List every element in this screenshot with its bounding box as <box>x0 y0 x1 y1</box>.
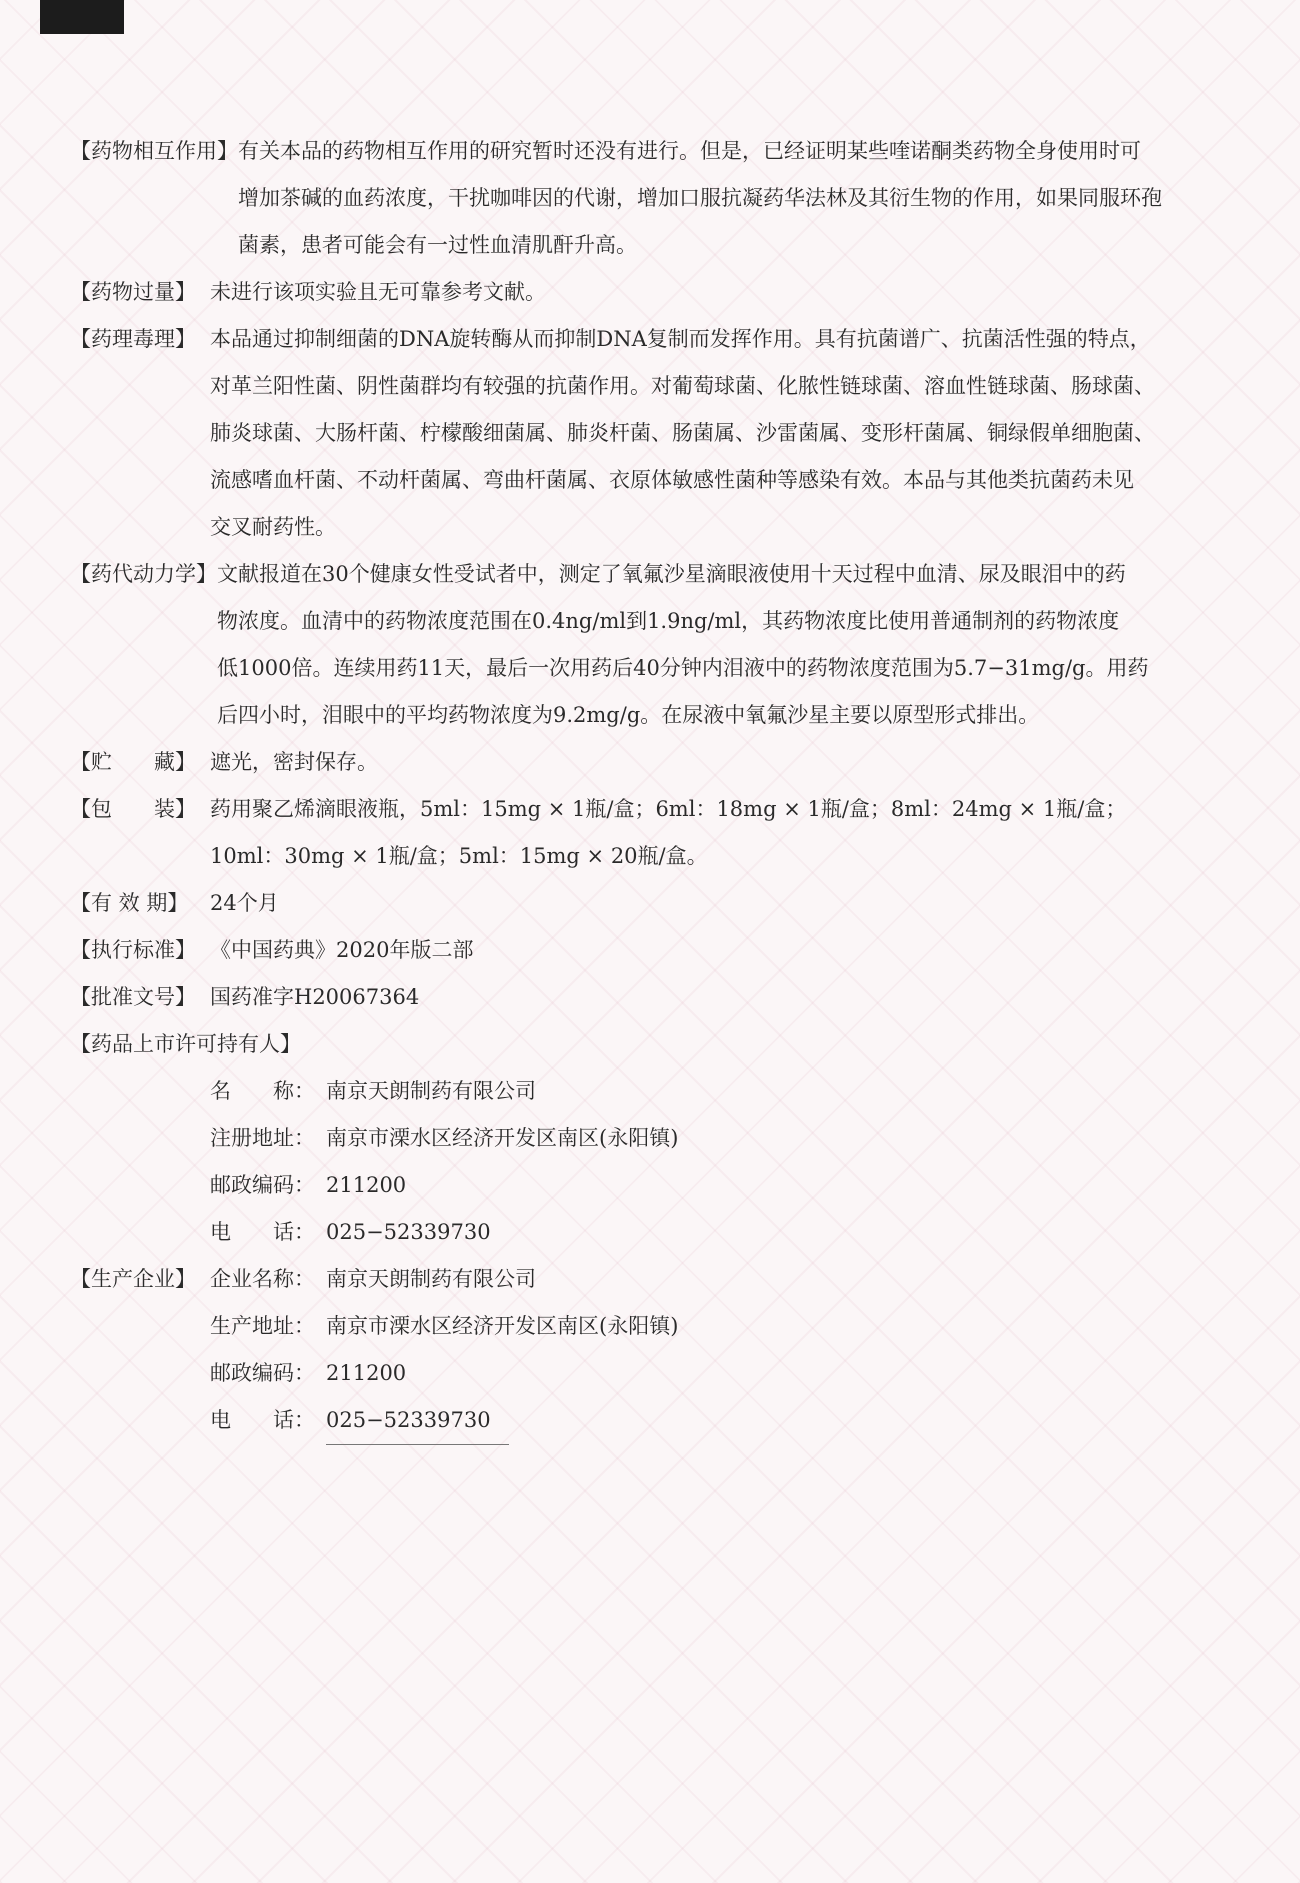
section-line: 国药准字H20067364 <box>210 985 420 1009</box>
section-label: 【包 装】 <box>70 797 196 821</box>
section-line: 24个月 <box>210 891 279 915</box>
section-drug-interactions <box>70 128 1250 269</box>
manufacturer-field-phone <box>210 1397 1250 1445</box>
section-line: 菌素，患者可能会有一过性血清肌酐升高。 <box>238 233 637 257</box>
field-label: 邮政编码： <box>210 1361 315 1385</box>
section-approval-number <box>70 974 1250 1021</box>
section-line: 流感嗜血杆菌、不动杆菌属、弯曲杆菌属、衣原体敏感性菌种等感染有效。本品与其他类抗菌药未见 <box>210 468 1134 492</box>
section-label: 【药物过量】 <box>70 280 196 304</box>
field-value: 025−52339730 <box>326 1397 509 1445</box>
manufacturer-field-postcode <box>210 1350 1250 1397</box>
field-label: 企业名称： <box>210 1267 315 1291</box>
section-label: 【贮 藏】 <box>70 750 196 774</box>
section-line: 遮光，密封保存。 <box>210 750 378 774</box>
holder-field-name <box>70 1068 1250 1115</box>
section-packaging <box>70 786 1250 880</box>
field-value: 南京市溧水区经济开发区南区(永阳镇) <box>326 1314 679 1338</box>
holder-field-phone <box>70 1209 1250 1256</box>
field-value: 南京市溧水区经济开发区南区(永阳镇) <box>326 1126 679 1150</box>
section-line: 药用聚乙烯滴眼液瓶，5ml：15mg × 1瓶/盒；6ml：18mg × 1瓶/盒；8ml：24mg × 1瓶/盒； <box>210 797 1127 821</box>
section-line: 本品通过抑制细菌的DNA旋转酶从而抑制DNA复制而发挥作用。具有抗菌谱广、抗菌活性强的特点， <box>210 327 1151 351</box>
field-value: 025−52339730 <box>326 1220 491 1244</box>
section-label: 【药品上市许可持有人】 <box>70 1032 301 1056</box>
section-standard <box>70 927 1250 974</box>
field-label: 生产地址： <box>210 1314 315 1338</box>
section-label: 【执行标准】 <box>70 938 196 962</box>
section-manufacturer <box>70 1256 1250 1445</box>
section-line: 交叉耐药性。 <box>210 515 336 539</box>
manufacturer-field-name <box>210 1256 1250 1303</box>
section-label: 【批准文号】 <box>70 985 196 1009</box>
section-line: 增加茶碱的血药浓度，干扰咖啡因的代谢，增加口服抗凝药华法林及其衍生物的作用，如果同服环孢 <box>238 186 1162 210</box>
field-label: 邮政编码： <box>210 1173 315 1197</box>
section-overdose <box>70 269 1250 316</box>
section-pharmacology-toxicology <box>70 316 1250 551</box>
section-label: 【药代动力学】 <box>70 562 217 586</box>
holder-field-postcode <box>70 1162 1250 1209</box>
section-line: 对革兰阳性菌、阴性菌群均有较强的抗菌作用。对葡萄球菌、化脓性链球菌、溶血性链球菌、肠球菌、 <box>210 374 1155 398</box>
field-label: 名 称： <box>210 1079 315 1103</box>
section-line: 肺炎球菌、大肠杆菌、柠檬酸细菌属、肺炎杆菌、肠菌属、沙雷菌属、变形杆菌属、铜绿假单细胞菌、 <box>210 421 1155 445</box>
section-line: 未进行该项实验且无可靠参考文献。 <box>210 280 546 304</box>
section-line: 10ml：30mg × 1瓶/盒；5ml：15mg × 20瓶/盒。 <box>210 844 708 868</box>
section-line: 有关本品的药物相互作用的研究暂时还没有进行。但是，已经证明某些喹诺酮类药物全身使用时可 <box>238 139 1141 163</box>
redaction-block <box>40 0 124 34</box>
section-label: 【生产企业】 <box>70 1267 196 1291</box>
section-license-holder-heading <box>70 1021 1250 1068</box>
field-value: 211200 <box>326 1361 407 1385</box>
field-value: 南京天朗制药有限公司 <box>326 1079 536 1103</box>
field-value: 211200 <box>326 1173 407 1197</box>
field-label: 注册地址： <box>210 1126 315 1150</box>
field-value: 南京天朗制药有限公司 <box>326 1267 536 1291</box>
field-label: 电 话： <box>210 1408 315 1432</box>
holder-field-address <box>70 1115 1250 1162</box>
section-line: 文献报道在30个健康女性受试者中，测定了氧氟沙星滴眼液使用十天过程中血清、尿及眼泪中的药 <box>217 562 1126 586</box>
field-label: 电 话： <box>210 1220 315 1244</box>
section-label: 【药理毒理】 <box>70 327 196 351</box>
manufacturer-field-address <box>210 1303 1250 1350</box>
section-line: 《中国药典》2020年版二部 <box>210 938 474 962</box>
section-line: 物浓度。血清中的药物浓度范围在0.4ng/ml到1.9ng/ml，其药物浓度比使用普通制剂的药物浓度 <box>217 609 1120 633</box>
section-line: 后四小时，泪眼中的平均药物浓度为9.2mg/g。在尿液中氧氟沙星主要以原型形式排出。 <box>217 703 1040 727</box>
section-label: 【药物相互作用】 <box>70 139 238 163</box>
section-pharmacokinetics <box>70 551 1250 739</box>
section-line: 低1000倍。连续用药11天，最后一次用药后40分钟内泪液中的药物浓度范围为5.7−31mg/g。用药 <box>217 656 1149 680</box>
section-storage <box>70 739 1250 786</box>
leaflet-document <box>70 128 1250 1445</box>
section-label: 【有 效 期】 <box>70 891 189 915</box>
section-shelf-life <box>70 880 1250 927</box>
